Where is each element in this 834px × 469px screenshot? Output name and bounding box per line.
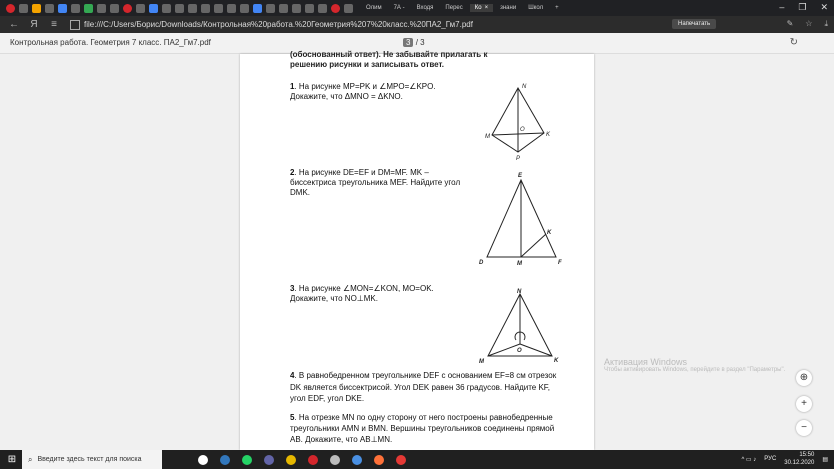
tab-icon[interactable] <box>266 4 275 13</box>
edit-icon[interactable]: ✎ <box>786 19 794 28</box>
app-icon[interactable] <box>396 455 406 465</box>
document-title: Контрольная работа. Геометрия 7 класс. ПА2_Гм7.pdf <box>10 38 211 47</box>
tab-icon[interactable] <box>331 4 340 13</box>
tab-icon[interactable] <box>149 4 158 13</box>
question-2: 2. На рисунке DE=EF и DM=MF. MK – биссектриса треугольника MEF. Найдите угол DMK. <box>290 168 461 197</box>
edge-icon[interactable] <box>220 455 230 465</box>
question-4: 4. В равнобедренном треугольнике DEF с основанием EF=8 см отрезок DK является биссектрисой. Угол DEK равен 36 градусов. Найдите KF, угол EDF, угол DKE. <box>290 371 557 403</box>
toolbar-icons <box>787 19 828 29</box>
maximize-icon[interactable]: ❐ <box>798 2 807 12</box>
page-number-input[interactable]: 3 <box>403 38 413 47</box>
new-tab-button[interactable]: + <box>555 5 559 11</box>
tab-icon[interactable] <box>19 4 28 13</box>
tab-icon[interactable] <box>123 4 132 13</box>
label-m: M <box>479 359 484 365</box>
minimize-icon[interactable]: – <box>779 2 785 12</box>
language-indicator[interactable]: РУС <box>764 456 777 462</box>
file-icon <box>70 20 80 30</box>
tab-icon[interactable] <box>175 4 184 13</box>
system-tray <box>741 451 828 467</box>
window-controls <box>779 2 828 13</box>
page-indicator <box>403 38 425 47</box>
tab-icon[interactable] <box>32 4 41 13</box>
explorer-icon[interactable] <box>286 455 296 465</box>
label-k: K <box>547 230 552 236</box>
instruction-text: (обоснованный ответ). Не забывайте прилагать к решению рисунки и записывать ответ. <box>290 50 488 69</box>
label-e: E <box>518 173 523 179</box>
taskbar-apps <box>198 455 406 465</box>
store-icon[interactable] <box>330 455 340 465</box>
tab-active[interactable]: Ко × <box>470 4 493 12</box>
windows-start-icon[interactable]: ⊞ <box>7 454 17 465</box>
url-field[interactable]: file:///C:/Users/Борис/Downloads/Контрольная%20работа.%20Геометрия%207%20класс.%20ПА2_Гм7.pdf <box>70 20 473 30</box>
label-k: K <box>546 132 551 138</box>
pinned-tabs <box>0 4 353 13</box>
label-n: N <box>517 289 522 295</box>
pdf-page <box>240 50 594 450</box>
back-icon[interactable]: ← <box>9 19 19 30</box>
print-button[interactable]: Напечатать <box>672 19 716 29</box>
bookmark-icon[interactable]: ☆ <box>805 19 813 28</box>
tab-icon[interactable] <box>253 4 262 13</box>
tab-icon[interactable] <box>344 4 353 13</box>
tab-icon[interactable] <box>214 4 223 13</box>
tab-icon[interactable] <box>279 4 288 13</box>
tab-icon[interactable] <box>45 4 54 13</box>
label-d: D <box>479 260 484 266</box>
tab-icon[interactable] <box>58 4 67 13</box>
task-view-icon[interactable] <box>198 455 208 465</box>
tiktok-icon[interactable] <box>188 4 197 13</box>
close-window-icon[interactable]: ✕ <box>820 2 828 12</box>
tab[interactable]: Входя <box>416 5 434 11</box>
zoom-in-button[interactable]: + <box>796 396 812 412</box>
figure-3 <box>476 284 568 366</box>
label-m: M <box>517 261 522 267</box>
download-icon[interactable]: ⤓ <box>824 19 828 28</box>
label-k: K <box>554 358 559 364</box>
label-p: P <box>516 156 521 162</box>
tab-icon[interactable] <box>201 4 210 13</box>
fit-page-button[interactable]: ⊕ <box>796 370 812 386</box>
search-icon: ⌕ <box>28 454 33 464</box>
zoom-out-button[interactable]: − <box>796 420 812 436</box>
whatsapp-icon[interactable] <box>242 455 252 465</box>
tab-icon[interactable] <box>84 4 93 13</box>
yandex-icon[interactable] <box>6 4 15 13</box>
tab[interactable]: Олим <box>366 5 382 11</box>
close-icon[interactable]: × <box>484 5 489 11</box>
tab[interactable]: Школ <box>528 5 544 11</box>
tab-icon[interactable] <box>292 4 301 13</box>
app-icon[interactable] <box>352 455 362 465</box>
label-o: O <box>517 348 522 354</box>
taskbar <box>0 450 834 469</box>
yandex-browser-icon[interactable] <box>308 455 318 465</box>
tab-icon[interactable] <box>97 4 106 13</box>
label-n: N <box>522 84 527 90</box>
tab[interactable]: Перес <box>445 5 463 11</box>
tab-icon[interactable] <box>136 4 145 13</box>
label-f: F <box>558 260 562 266</box>
tab-icon[interactable] <box>110 4 119 13</box>
pdf-viewer[interactable] <box>0 50 834 450</box>
question-3: 3. На рисунке ∠MON=∠KON, MO=OK. Докажите, что NO⊥MK. <box>290 284 434 303</box>
page-total: / 3 <box>415 38 425 47</box>
tab-icon[interactable] <box>305 4 314 13</box>
label-m: M <box>485 134 490 140</box>
windows-activation-watermark: Активация Windows Чтобы активировать Windows, перейдите в раздел "Параметры". <box>604 357 786 373</box>
tab-bar <box>0 0 834 16</box>
figure-1 <box>480 80 560 164</box>
tab-icon[interactable] <box>318 4 327 13</box>
label-o: O <box>520 127 525 133</box>
tab-icon[interactable] <box>227 4 236 13</box>
question-5: 5. На отрезке MN по одну сторону от него построены равнобедренные треугольники AMN и BMN. Вершины треугольников соединены прямой AB. Докажите, что AB⊥MN. <box>290 413 555 444</box>
taskbar-search-input[interactable]: ⌕ Введите здесь текст для поиска <box>22 450 162 469</box>
question-1: 1. На рисунке MP=PK и ∠MPO=∠KPO. Докажите, что ΔMNO = ΔKNO. <box>290 82 436 101</box>
named-tabs <box>361 4 564 12</box>
rotate-icon[interactable]: ↻ <box>789 37 798 48</box>
firefox-icon[interactable] <box>374 455 384 465</box>
menu-icon[interactable]: ≡ <box>51 19 57 30</box>
teams-icon[interactable] <box>264 455 274 465</box>
notifications-icon[interactable]: ▤ <box>822 456 828 463</box>
tab-icon[interactable] <box>240 4 249 13</box>
tab[interactable]: знани <box>500 5 517 11</box>
figure-2 <box>476 168 568 268</box>
tab-icon[interactable] <box>162 4 171 13</box>
yandex-icon[interactable]: Я <box>30 19 38 30</box>
clock[interactable]: 15:50 30.12.2020 <box>784 452 815 466</box>
tab-icon[interactable] <box>71 4 80 13</box>
tray-icons[interactable]: ^ ▭ ♪ <box>741 456 757 463</box>
tab[interactable]: 7А - <box>393 5 405 11</box>
